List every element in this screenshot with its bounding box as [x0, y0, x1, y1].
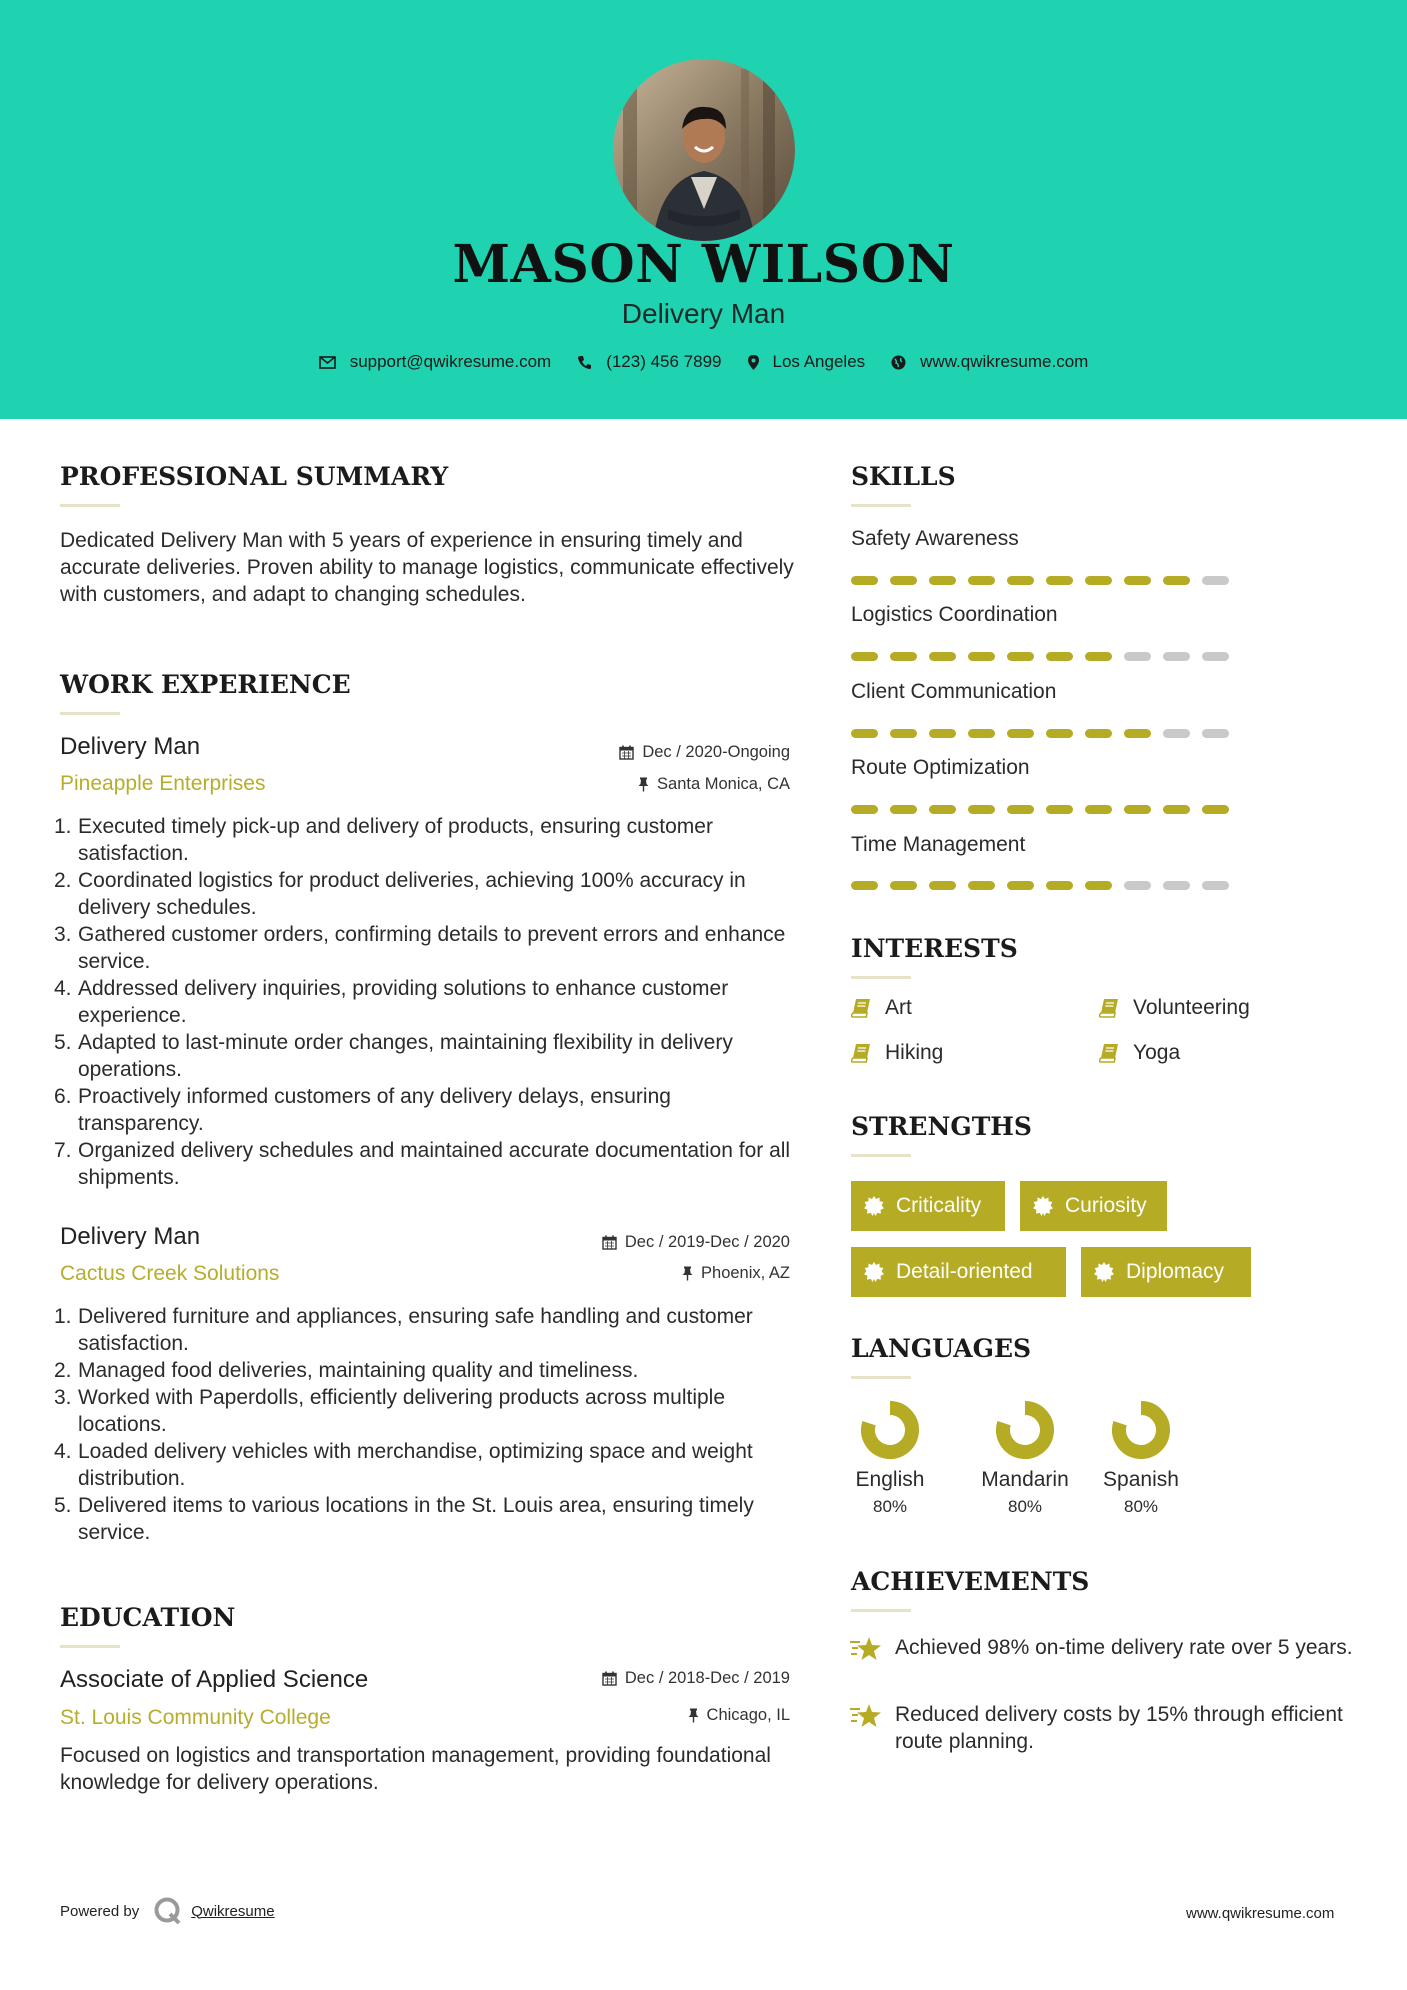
language-ring: [860, 1400, 920, 1460]
email-text: support@qwikresume.com: [349, 352, 552, 371]
calendar-icon: [602, 1671, 617, 1686]
list-item: 2. Managed food deliveries, maintaining quality and timeliness.: [54, 1359, 639, 1382]
language-name: English: [855, 1468, 925, 1491]
interest-item: [1099, 1041, 1180, 1065]
skill-segment: [1202, 881, 1229, 890]
calendar-icon: [619, 745, 634, 760]
skill-label: Route Optimization: [851, 756, 1030, 779]
summary-rule: [60, 504, 120, 507]
language-percent: 80%: [1123, 1497, 1159, 1516]
phone-icon: [577, 355, 592, 370]
skill-segment: [1046, 805, 1073, 814]
job-location: [638, 775, 790, 794]
skill-segment: [851, 805, 878, 814]
location-text: Chicago, IL: [706, 1706, 790, 1724]
experience-heading: WORK EXPERIENCE: [60, 670, 351, 699]
strength-tag: [851, 1181, 1005, 1231]
badge-icon: [864, 1262, 884, 1282]
skill-segment: [1202, 576, 1229, 585]
achievements-rule: [851, 1609, 911, 1612]
skill-segment: [929, 729, 956, 738]
strength-tag: [851, 1247, 1066, 1297]
education-location: [688, 1706, 790, 1725]
location-text: Santa Monica, CA: [657, 775, 790, 793]
phone-text: (123) 456 7899: [606, 352, 722, 371]
skill-segment: [1046, 881, 1073, 890]
education-heading: EDUCATION: [60, 1603, 236, 1632]
strength-tag: [1081, 1247, 1251, 1297]
language-ring-arc: [868, 1408, 912, 1452]
skill-segment: [1007, 881, 1034, 890]
education-rule: [60, 1645, 120, 1648]
book-icon: [851, 998, 871, 1018]
skill-segment: [1007, 652, 1034, 661]
skill-segment: [929, 652, 956, 661]
list-item: 1. Delivered furniture and appliances, ensuring safe handling and customer satisfaction.: [54, 1305, 753, 1355]
dates-text: Dec / 2020-Ongoing: [642, 743, 790, 761]
skill-segment: [1007, 576, 1034, 585]
list-item: 2. Coordinated logistics for product deliveries, achieving 100% accuracy in delivery schedules.: [54, 869, 746, 919]
pushpin-icon: [688, 1708, 699, 1723]
job-dates: [602, 1233, 790, 1252]
job-bullets: [54, 1303, 800, 1546]
skill-segment: [1085, 881, 1112, 890]
language-name: Spanish: [1103, 1468, 1179, 1491]
language-percent: 80%: [872, 1497, 908, 1516]
skill-segment: [929, 881, 956, 890]
envelope-icon: [319, 356, 336, 369]
skill-segment: [1163, 729, 1190, 738]
skill-segment: [1124, 881, 1151, 890]
qwikresume-logo-icon: [153, 1896, 183, 1926]
degree-title: Associate of Applied Science: [60, 1666, 369, 1693]
list-item: 3. Gathered customer orders, confirming details to prevent errors and enhance service.: [54, 923, 786, 973]
book-icon: [851, 1043, 871, 1063]
skills-heading: SKILLS: [851, 462, 956, 491]
skill-segment: [1163, 576, 1190, 585]
skill-segment: [1085, 729, 1112, 738]
location-text: Phoenix, AZ: [701, 1264, 790, 1282]
contact-email[interactable]: [319, 352, 552, 372]
book-icon: [1099, 998, 1119, 1018]
languages-rule: [851, 1376, 911, 1379]
interests-rule: [851, 976, 911, 979]
skill-segment: [1163, 652, 1190, 661]
skill-label: Client Communication: [851, 680, 1057, 703]
job-title: Delivery Man: [60, 733, 201, 760]
skill-segment: [1007, 729, 1034, 738]
pushpin-icon: [638, 777, 649, 792]
skill-segment: [1124, 805, 1151, 814]
skill-segment: [1202, 652, 1229, 661]
job-dates: [619, 743, 790, 762]
language-ring-arc: [1119, 1408, 1163, 1452]
website-text: www.qwikresume.com: [920, 352, 1089, 371]
skill-segment: [1046, 729, 1073, 738]
skill-segment: [1085, 652, 1112, 661]
book-icon: [1099, 1043, 1119, 1063]
strength-label: Detail-oriented: [896, 1260, 1033, 1283]
interests-heading: INTERESTS: [851, 934, 1018, 963]
skill-segment: [968, 576, 995, 585]
contact-location: [748, 352, 866, 372]
job-location: [682, 1264, 790, 1283]
skill-segment: [851, 576, 878, 585]
pushpin-icon: [682, 1266, 693, 1281]
interest-label: Volunteering: [1133, 996, 1250, 1019]
dates-text: Dec / 2019-Dec / 2020: [624, 1233, 790, 1251]
skill-segment: [1202, 805, 1229, 814]
header-banner: [0, 0, 1407, 419]
interest-item: [1099, 996, 1250, 1020]
language-ring: [995, 1400, 1055, 1460]
strength-label: Diplomacy: [1126, 1260, 1225, 1283]
skill-segment: [1163, 805, 1190, 814]
contact-bar: [0, 352, 1407, 372]
list-item: 5. Adapted to last-minute order changes, maintaining flexibility in delivery operations.: [54, 1031, 733, 1081]
skills-rule: [851, 504, 911, 507]
skill-segment: [1007, 805, 1034, 814]
achievements-heading: ACHIEVEMENTS: [851, 1567, 1090, 1596]
globe-icon: [891, 355, 906, 370]
achievement-item: Achieved 98% on-time delivery rate over 5 years.: [895, 1636, 1353, 1659]
contact-phone[interactable]: [577, 352, 721, 372]
interest-item: [851, 1041, 943, 1065]
profile-photo: [613, 59, 795, 241]
strengths-heading: STRENGTHS: [851, 1112, 1032, 1141]
star-icon: [849, 1636, 883, 1662]
skill-segment: [851, 881, 878, 890]
skill-segment: [1124, 652, 1151, 661]
language-ring-arc: [1003, 1408, 1047, 1452]
company-name: Cactus Creek Solutions: [60, 1262, 280, 1285]
skill-segment: [1124, 576, 1151, 585]
star-icon: [849, 1703, 883, 1729]
skill-label: Logistics Coordination: [851, 603, 1058, 626]
dates-text: Dec / 2018-Dec / 2019: [624, 1669, 790, 1687]
company-name: Pineapple Enterprises: [60, 772, 266, 795]
list-item: 1. Executed timely pick-up and delivery of products, ensuring customer satisfaction.: [54, 815, 713, 865]
skill-segment: [1124, 729, 1151, 738]
interest-label: Hiking: [885, 1041, 944, 1064]
skill-segment: [890, 729, 917, 738]
skill-segment: [929, 576, 956, 585]
list-item: 4. Addressed delivery inquiries, providing solutions to enhance customer experience.: [54, 977, 729, 1027]
skill-segment: [890, 805, 917, 814]
candidate-name: MASON WILSON: [452, 234, 955, 295]
strengths-rule: [851, 1154, 911, 1157]
interest-item: [851, 996, 912, 1020]
skill-segment: [1085, 576, 1112, 585]
achievement-item: Reduced delivery costs by 15% through efficient route planning.: [895, 1703, 1343, 1753]
contact-website[interactable]: [891, 352, 1088, 372]
school-name: St. Louis Community College: [60, 1706, 331, 1729]
skill-segment: [968, 805, 995, 814]
list-item: 5. Delivered items to various locations in the St. Louis area, ensuring timely service.: [54, 1494, 754, 1544]
language-item: [848, 1400, 932, 1517]
location-text: Los Angeles: [772, 352, 866, 371]
candidate-role: Delivery Man: [621, 298, 786, 329]
education-dates: [602, 1669, 790, 1688]
job-bullets: [54, 813, 800, 1191]
interest-label: Art: [885, 996, 912, 1019]
map-pin-icon: [748, 355, 759, 370]
language-percent: 80%: [1007, 1497, 1043, 1516]
calendar-icon: [602, 1235, 617, 1250]
skill-segment: [890, 576, 917, 585]
strength-tag: [1020, 1181, 1167, 1231]
skill-segment: [929, 805, 956, 814]
summary-text: Dedicated Delivery Man with 5 years of experience in ensuring timely and accurate deliveries. Proven ability to manage logistics, communicate effectively with customers, and adapt to changing schedules.: [60, 529, 794, 606]
footer-powered-by: [60, 1896, 275, 1926]
skill-segment: [851, 652, 878, 661]
education-text: Focused on logistics and transportation management, providing foundational knowledge for delivery operations.: [60, 1744, 771, 1794]
job-title: Delivery Man: [60, 1223, 201, 1250]
badge-icon: [864, 1196, 884, 1216]
qwikresume-link[interactable]: Qwikresume: [191, 1902, 275, 1920]
skill-label: Time Management: [851, 833, 1026, 856]
strength-label: Criticality: [896, 1194, 982, 1217]
list-item: 3. Worked with Paperdolls, efficiently delivering products across multiple locations.: [54, 1386, 726, 1436]
skill-segment: [1163, 881, 1190, 890]
strength-label: Curiosity: [1065, 1194, 1147, 1217]
footer-site[interactable]: www.qwikresume.com: [1186, 1905, 1335, 1922]
language-name: Mandarin: [981, 1468, 1069, 1491]
skill-segment: [1046, 576, 1073, 585]
skill-segment: [1085, 805, 1112, 814]
languages-heading: LANGUAGES: [851, 1334, 1032, 1363]
language-item: [967, 1400, 1083, 1517]
interest-label: Yoga: [1133, 1041, 1181, 1064]
list-item: 6. Proactively informed customers of any delivery delays, ensuring transparency.: [54, 1085, 671, 1135]
experience-rule: [60, 712, 120, 715]
skill-segment: [890, 652, 917, 661]
skill-label: Safety Awareness: [851, 527, 1019, 550]
skill-segment: [890, 881, 917, 890]
skill-segment: [851, 729, 878, 738]
powered-by-text: Powered by: [60, 1902, 140, 1920]
summary-heading: PROFESSIONAL SUMMARY: [60, 462, 449, 491]
skill-segment: [968, 652, 995, 661]
skill-segment: [968, 881, 995, 890]
language-ring: [1111, 1400, 1171, 1460]
list-item: 7. Organized delivery schedules and maintained accurate documentation for all shipments.: [54, 1139, 791, 1189]
language-item: [1093, 1400, 1189, 1517]
skill-segment: [1046, 652, 1073, 661]
badge-icon: [1094, 1262, 1114, 1282]
badge-icon: [1033, 1196, 1053, 1216]
skill-segment: [968, 729, 995, 738]
skill-segment: [1202, 729, 1229, 738]
list-item: 4. Loaded delivery vehicles with merchandise, optimizing space and weight distribution.: [54, 1440, 753, 1490]
